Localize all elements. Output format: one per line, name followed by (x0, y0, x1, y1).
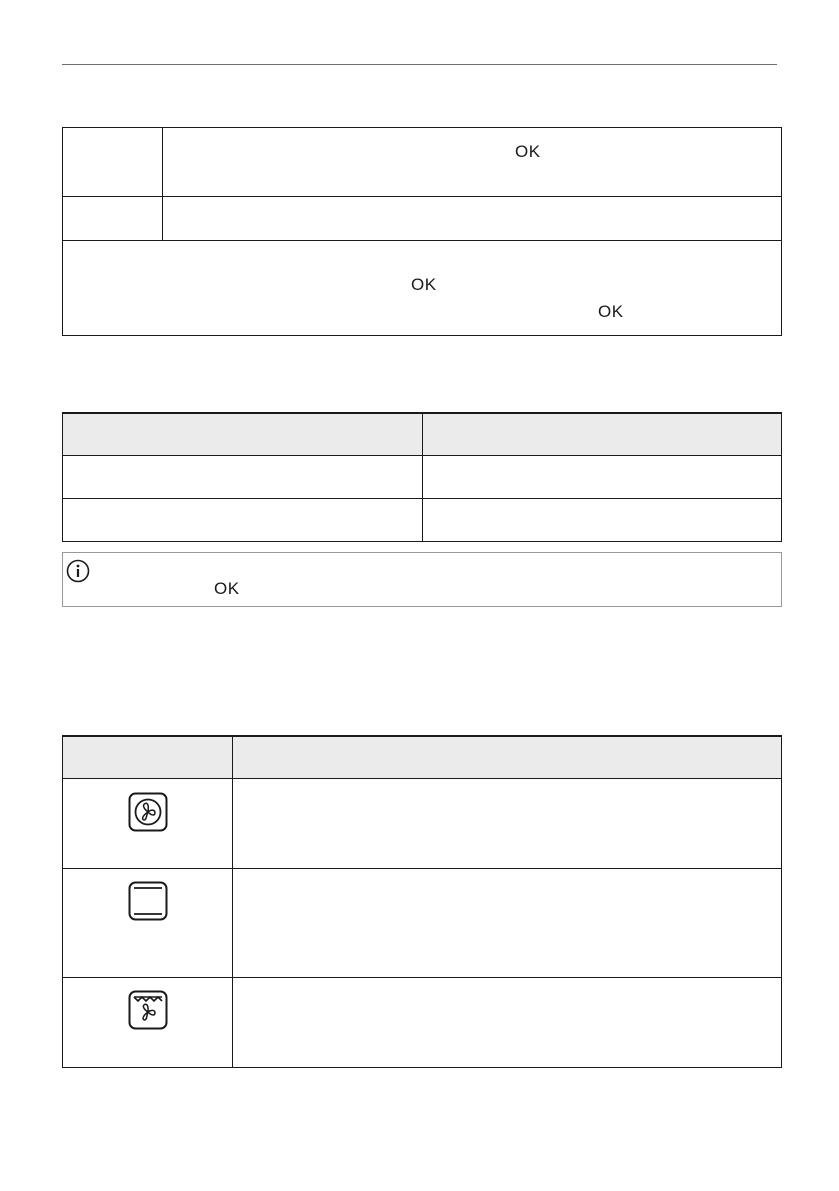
settings-table (62, 127, 782, 336)
info-icon (66, 559, 90, 583)
functions-table (62, 735, 782, 1068)
options-table-column-divider (422, 412, 423, 542)
functions-table-column-divider (232, 735, 233, 1068)
header-rule (62, 64, 777, 65)
fan-circle-icon (128, 792, 168, 832)
functions-table-row-divider (62, 868, 782, 869)
ok-key-label: OK (598, 302, 624, 321)
options-table-row-divider (62, 498, 782, 499)
options-table-row-divider (62, 455, 782, 456)
ok-key-label: OK (411, 275, 437, 294)
functions-table-row-divider (62, 977, 782, 978)
ok-key-label: OK (515, 142, 541, 161)
functions-table-row-divider (62, 778, 782, 779)
settings-table-row-divider (62, 196, 782, 197)
settings-table-column-divider (162, 127, 163, 240)
grill-fan-icon (128, 990, 168, 1030)
top-bottom-heat-icon (128, 881, 168, 921)
info-note (62, 552, 782, 607)
settings-table-row-divider (62, 240, 782, 241)
ok-key-label: OK (214, 579, 240, 598)
